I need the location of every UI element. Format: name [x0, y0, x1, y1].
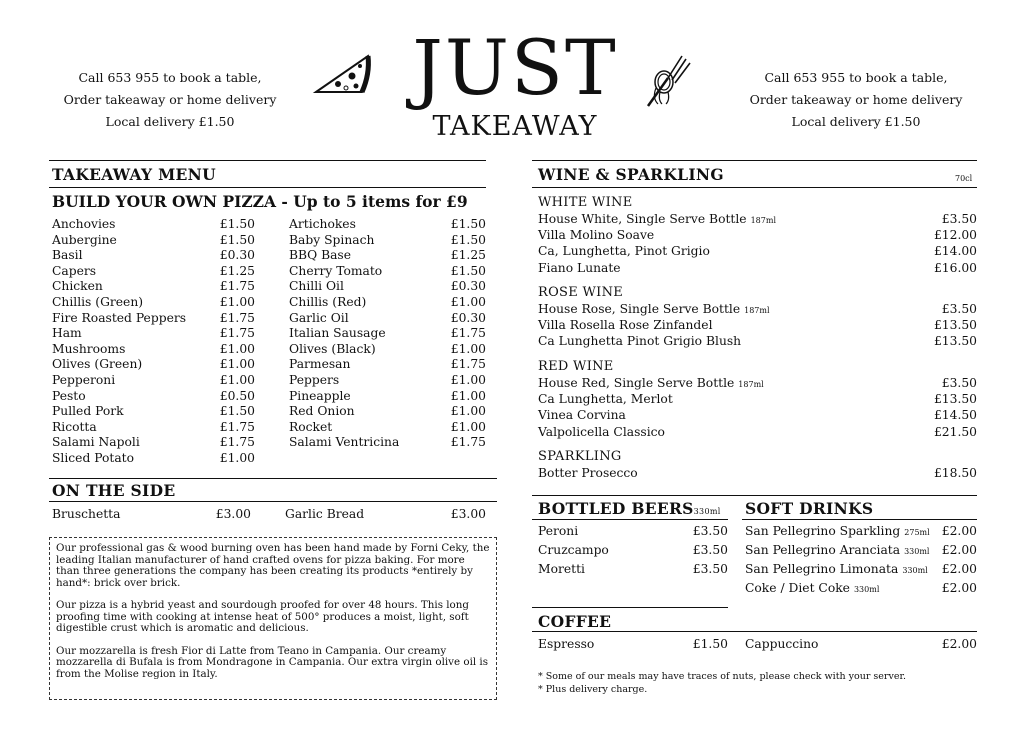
item-name: Chillis (Red): [289, 295, 367, 309]
item-price: £1.75: [219, 310, 255, 325]
item-price: £3.50: [692, 524, 728, 538]
divider: [49, 187, 486, 188]
divider: [742, 519, 977, 520]
item-price: £1.00: [450, 404, 486, 419]
wine-title: WINE & SPARKLING: [538, 165, 724, 184]
item-size: 330ml: [902, 566, 928, 575]
item-name: Red Onion: [289, 404, 355, 419]
item-name-wrap: [52, 357, 142, 373]
item-name-wrap: [289, 389, 351, 405]
item-price: £0.30: [450, 279, 486, 294]
item-name: Ca Lunghetta Pinot Grigio Blush: [538, 334, 742, 349]
item-price: £1.00: [219, 373, 255, 387]
rose-wine-title: ROSE WINE: [538, 285, 624, 300]
item-name: Pineapple: [289, 388, 351, 403]
item-price: £1.00: [450, 341, 486, 356]
item-name: Mushrooms: [52, 341, 126, 356]
item-name-wrap: [52, 264, 96, 280]
item-name-wrap: [52, 248, 83, 264]
item-name: Capers: [52, 263, 97, 278]
item-name-wrap: [538, 408, 626, 424]
item-name-wrap: [52, 435, 140, 451]
item-price: £12.00: [933, 228, 977, 243]
item-name-wrap: [538, 244, 710, 260]
item-name-wrap: [289, 311, 349, 327]
takeaway-delivery-text: Order takeaway or home delivery: [749, 92, 963, 107]
item-name-wrap: [52, 295, 143, 311]
item-name: Ham: [52, 326, 82, 341]
item-name: Parmesan: [289, 357, 351, 372]
divider: [532, 631, 977, 632]
item-price: £2.00: [941, 524, 977, 538]
item-name: Chillis (Green): [52, 295, 144, 309]
item-name-wrap: [538, 228, 654, 244]
header-info-left: [40, 67, 300, 133]
item-name-wrap: [538, 425, 665, 441]
item-price: £1.00: [450, 373, 486, 387]
header-info-right: [726, 67, 986, 133]
item-name-wrap: [538, 562, 585, 578]
white-wine-title: WHITE WINE: [538, 195, 633, 210]
item-name-wrap: [538, 543, 609, 559]
item-name: San Pellegrino Aranciata: [745, 543, 901, 557]
about-ingredients-text: Our mozzarella is fresh Fior di Latte from Teano in Campania. Our creamy mozzarella di Bufala is from Mondragone in Campania. Our extra virgin olive oil is from the Molise region in Italy.: [56, 644, 489, 680]
item-name: Basil: [52, 248, 83, 263]
item-name: Pulled Pork: [52, 404, 124, 419]
item-price: £1.50: [450, 232, 486, 247]
item-name: Olives (Green): [52, 357, 143, 372]
item-price: £13.50: [933, 334, 977, 349]
item-name: Ca Lunghetta, Merlot: [538, 392, 673, 407]
about-box: [49, 537, 497, 700]
item-name-wrap: [745, 581, 879, 598]
item-name-wrap: [52, 389, 86, 405]
item-name: Anchovies: [52, 217, 116, 231]
item-name: Rocket: [289, 419, 333, 434]
item-price: £18.50: [933, 466, 977, 480]
item-name: House Red, Single Serve Bottle: [538, 376, 735, 390]
item-price: £1.00: [450, 419, 486, 434]
item-name: Peppers: [289, 373, 340, 387]
item-price: £3.50: [941, 302, 977, 316]
item-size: 187ml: [744, 306, 770, 315]
item-name-wrap: [289, 404, 355, 420]
item-price: £3.50: [692, 562, 728, 576]
item-name-wrap: [289, 435, 399, 451]
item-name: BBQ Base: [289, 248, 352, 263]
item-name-wrap: [538, 212, 776, 229]
booking-phone-text: Call 653 955 to book a table,: [764, 70, 948, 85]
soft-drinks-title: SOFT DRINKS: [745, 499, 874, 518]
booking-phone-text: Call 653 955 to book a table,: [78, 70, 262, 85]
item-name: Peroni: [538, 524, 579, 538]
item-name-wrap: [52, 326, 82, 342]
item-name-wrap: [538, 392, 673, 408]
item-name-wrap: [52, 342, 125, 358]
item-name-wrap: [745, 524, 930, 541]
divider: [532, 187, 977, 188]
item-price: £1.50: [219, 404, 255, 419]
item-name-wrap: [52, 217, 115, 233]
item-price: £2.00: [941, 562, 977, 576]
item-name: Aubergine: [52, 232, 117, 247]
item-price: £3.50: [941, 376, 977, 390]
item-price: £1.00: [219, 451, 255, 465]
footnote-delivery: * Plus delivery charge.: [538, 684, 648, 695]
item-name: Cherry Tomato: [289, 263, 383, 278]
logo-title: JUST: [412, 23, 618, 112]
item-price: £1.75: [450, 435, 486, 450]
item-name: Fire Roasted Peppers: [52, 310, 187, 325]
item-name-wrap: [289, 279, 344, 295]
item-name: Villa Rosella Rose Zinfandel: [538, 318, 713, 333]
item-name: Ricotta: [52, 419, 97, 434]
item-name-wrap: [52, 311, 186, 327]
wine-unit: 70cl: [955, 174, 973, 183]
item-name-wrap: [289, 357, 350, 373]
item-price: £2.00: [941, 543, 977, 557]
item-price: £1.25: [450, 248, 486, 263]
item-name: Moretti: [538, 562, 585, 576]
item-name-wrap: [52, 420, 97, 436]
item-name-wrap: [289, 326, 386, 342]
item-price: £1.50: [219, 217, 255, 231]
divider: [532, 160, 977, 161]
item-name-wrap: [289, 217, 356, 233]
item-name: San Pellegrino Sparkling: [745, 524, 901, 538]
item-name: Chilli Oil: [289, 279, 344, 294]
item-name-wrap: [538, 376, 764, 393]
divider: [49, 160, 486, 161]
item-price: £3.50: [692, 543, 728, 557]
item-price: £1.75: [450, 357, 486, 372]
footnote-nuts: * Some of our meals may have traces of nuts, please check with your server.: [538, 671, 906, 682]
item-name: Olives (Black): [289, 341, 376, 356]
item-price: £1.75: [219, 419, 255, 434]
item-name-wrap: [52, 373, 115, 389]
item-price: £1.00: [219, 295, 255, 309]
item-name-wrap: [52, 404, 124, 420]
fork-pasta-icon: [642, 50, 694, 110]
item-price: £1.50: [450, 263, 486, 278]
item-name-wrap: [289, 373, 339, 389]
item-name: Garlic Bread: [285, 507, 365, 521]
sparkling-title: SPARKLING: [538, 449, 622, 464]
item-price: £1.00: [450, 295, 486, 309]
item-price: £21.50: [933, 424, 977, 439]
item-price: £1.75: [219, 435, 255, 450]
item-price: £1.00: [450, 388, 486, 403]
divider: [532, 607, 728, 608]
item-name: Bruschetta: [52, 507, 121, 521]
item-price: £0.30: [450, 310, 486, 325]
item-price: £2.00: [941, 637, 977, 651]
takeaway-delivery-text: Order takeaway or home delivery: [63, 92, 277, 107]
item-price: £0.50: [219, 388, 255, 403]
item-name-wrap: [289, 264, 382, 280]
item-price: £14.00: [933, 244, 977, 259]
item-price: £1.50: [692, 637, 728, 651]
item-size: 330ml: [904, 547, 930, 556]
item-price: £1.75: [450, 326, 486, 341]
takeaway-menu-title: TAKEAWAY MENU: [52, 165, 216, 184]
bottled-beers-label: BOTTLED BEERS: [538, 499, 694, 518]
item-size: 187ml: [750, 216, 777, 225]
logo-subtitle: TAKEAWAY: [432, 111, 598, 142]
beers-unit: 330ml: [693, 507, 721, 516]
item-price: £14.50: [933, 408, 977, 423]
item-price: £1.00: [219, 341, 255, 356]
item-price: £3.00: [215, 507, 251, 521]
item-name-wrap: [289, 233, 374, 249]
item-name-wrap: [745, 562, 928, 579]
item-price: £1.50: [450, 217, 486, 231]
item-price: £1.50: [219, 232, 255, 247]
item-price: £1.75: [219, 326, 255, 341]
item-name: Artichokes: [289, 217, 356, 231]
item-size: 330ml: [853, 585, 880, 594]
item-name: Cappuccino: [745, 637, 819, 651]
item-name: Coke / Diet Coke: [745, 581, 850, 595]
item-name-wrap: [52, 233, 117, 249]
on-the-side-title: ON THE SIDE: [52, 481, 176, 500]
item-name: Villa Molino Soave: [538, 228, 655, 243]
coffee-title: COFFEE: [538, 612, 612, 631]
item-name: Fiano Lunate: [538, 260, 621, 275]
item-name-wrap: [538, 261, 621, 277]
item-name: House Rose, Single Serve Bottle: [538, 302, 741, 316]
item-name: Italian Sausage: [289, 326, 386, 341]
item-price: £1.25: [219, 263, 255, 278]
item-name-wrap: [289, 342, 376, 358]
item-price: £13.50: [933, 392, 977, 407]
item-name: House White, Single Serve Bottle: [538, 212, 747, 226]
item-name: Cruzcampo: [538, 543, 609, 557]
item-name-wrap: [289, 420, 332, 436]
item-name: Espresso: [538, 637, 595, 651]
delivery-fee-text: Local delivery £1.50: [791, 114, 921, 129]
item-name-wrap: [538, 318, 713, 334]
item-price: £1.75: [219, 279, 255, 294]
item-name-wrap: [745, 543, 930, 560]
item-name-wrap: [538, 334, 741, 350]
about-dough-text: Our pizza is a hybrid yeast and sourdough proofed for over 48 hours. This long proofing time with cooking at intense heat of 500° produces a moist, light, soft digestible crust which is aromatic and delicious.: [56, 599, 469, 634]
item-name-wrap: [538, 466, 638, 482]
item-name: Salami Ventricina: [289, 435, 400, 450]
item-name-wrap: [52, 451, 134, 467]
item-price: £13.50: [933, 318, 977, 333]
item-name: Botter Prosecco: [538, 466, 638, 480]
delivery-fee-text: Local delivery £1.50: [105, 114, 235, 129]
item-size: 187ml: [738, 380, 764, 389]
item-name-wrap: [538, 302, 770, 319]
item-name-wrap: [289, 248, 351, 264]
item-name: Chicken: [52, 279, 103, 294]
item-name: Pesto: [52, 388, 86, 403]
item-price: £16.00: [933, 260, 977, 275]
item-name-wrap: [289, 295, 366, 311]
divider: [532, 519, 728, 520]
item-name: Vinea Corvina: [538, 408, 626, 423]
item-price: £2.00: [941, 581, 977, 595]
item-price: £0.30: [219, 248, 255, 263]
item-name: Garlic Oil: [289, 310, 349, 325]
about-oven-text: Our professional gas & wood burning oven has been hand made by Forni Ceky, the leading Italian manufacturer of hand crafted ovens for pizza baking. For more than three generations the company has been creating its products *entirely by hand*: brick over brick.: [56, 542, 490, 589]
red-wine-title: RED WINE: [538, 359, 614, 374]
item-name: Pepperoni: [52, 373, 116, 387]
item-price: £1.00: [219, 357, 255, 372]
divider: [49, 478, 497, 479]
item-name: Valpolicella Classico: [538, 424, 665, 439]
item-size: 275ml: [904, 528, 930, 537]
item-name: Baby Spinach: [289, 232, 375, 247]
divider: [532, 495, 977, 496]
item-name-wrap: [52, 279, 103, 295]
item-name-wrap: [538, 524, 578, 540]
item-name: Ca, Lunghetta, Pinot Grigio: [538, 244, 710, 259]
pizza-slice-icon: [312, 52, 374, 102]
item-name: San Pellegrino Limonata: [745, 562, 899, 576]
bottled-beers-title: [538, 500, 721, 521]
divider: [49, 501, 497, 502]
pizza-offer-title: BUILD YOUR OWN PIZZA - Up to 5 items for £9: [52, 192, 468, 211]
item-name: Sliced Potato: [52, 451, 135, 465]
item-price: £3.00: [450, 507, 486, 521]
item-name: Salami Napoli: [52, 435, 140, 450]
item-price: £3.50: [941, 212, 977, 226]
